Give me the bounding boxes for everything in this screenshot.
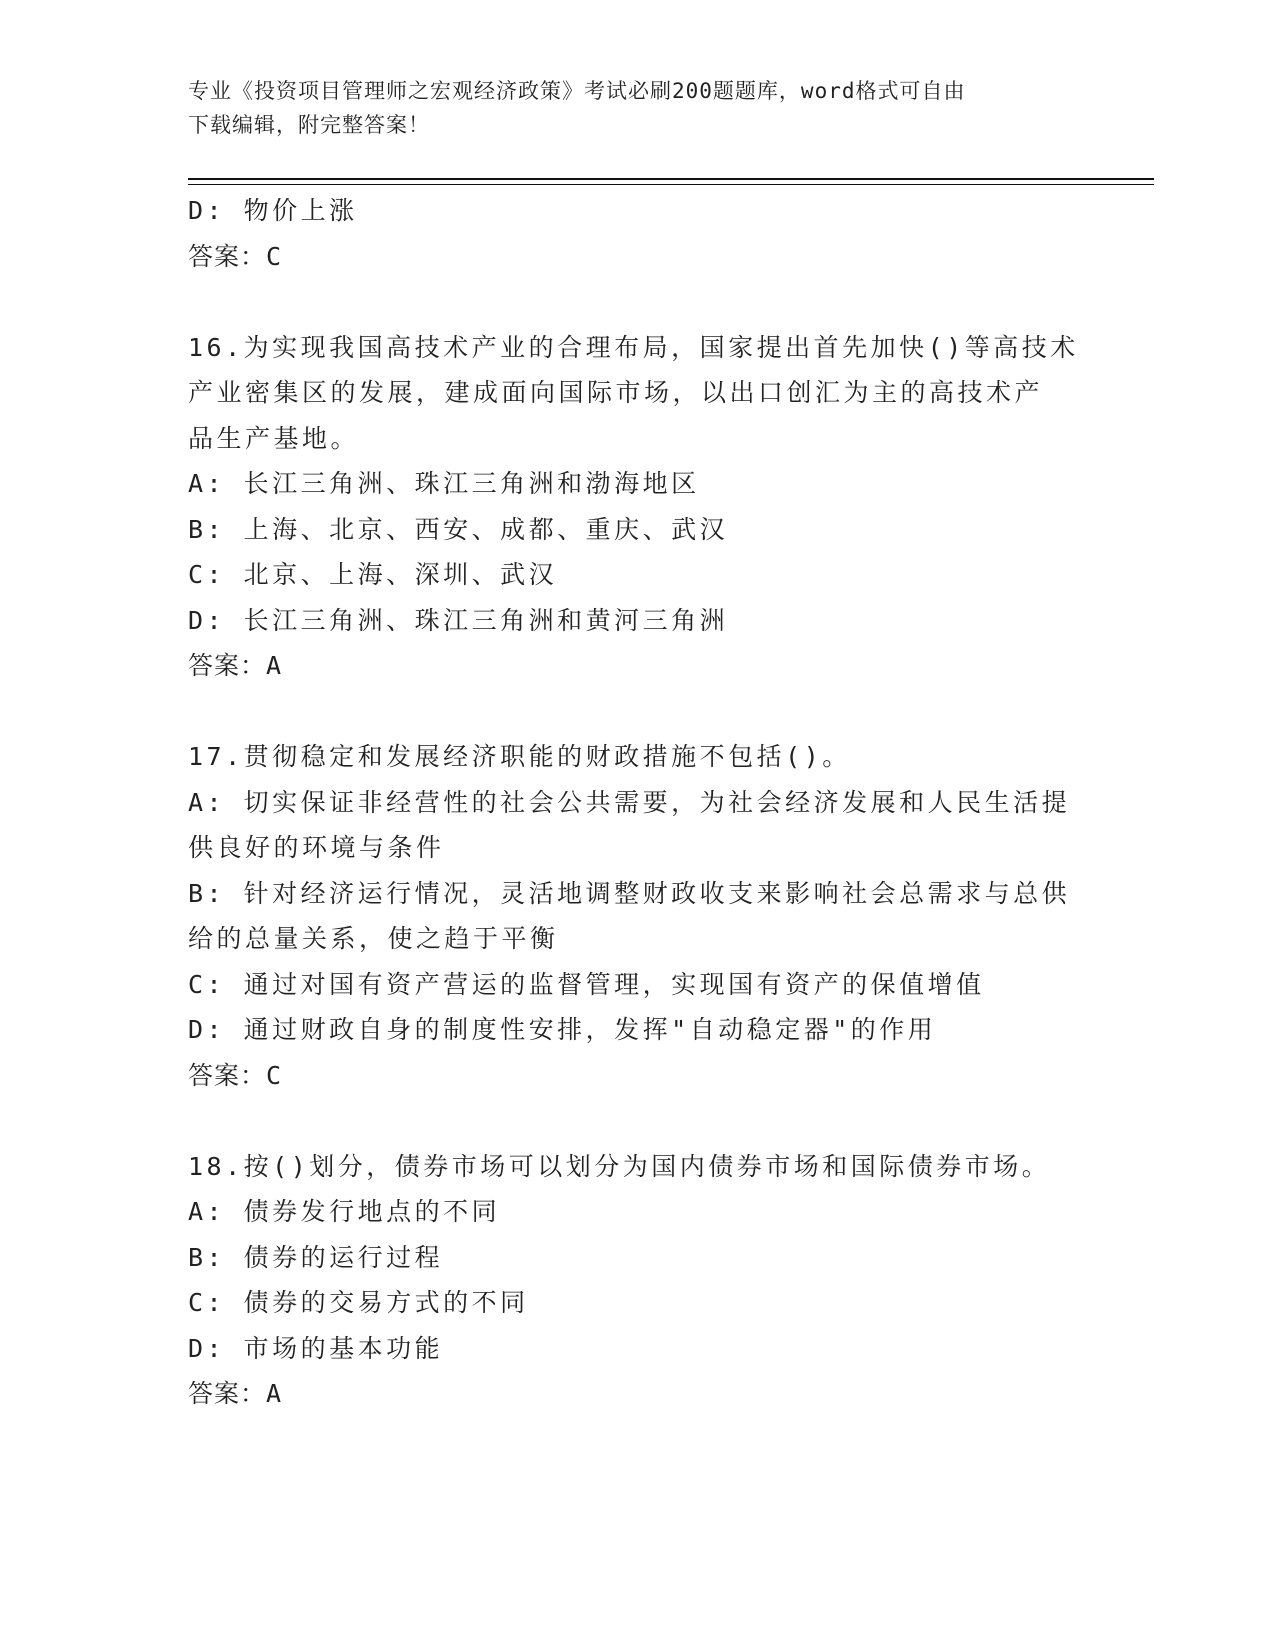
option-c: C: 北京、上海、深圳、武汉 [188,560,558,589]
option-c: C: 通过对国有资产营运的监督管理，实现国有资产的保值增值 [188,969,985,999]
option-d: D: 市场的基本功能 [188,1333,444,1363]
prev-answer: 答案：C [188,241,283,271]
answer: 答案：A [188,651,283,680]
spacer [188,279,1088,325]
spacer [188,689,1088,735]
option-c: C: 债券的交易方式的不同 [188,1288,529,1317]
question-16 [188,325,1088,689]
question-stem-line: 18.按()划分，债券市场可以划分为国内债券市场和国际债券市场。 [188,1151,1051,1181]
page-header [188,74,1088,142]
option-b-continued: 给的总量关系，使之趋于平衡 [188,924,559,953]
header-line-2: 下载编辑，附完整答案！ [188,113,430,137]
question-stem-line: 16.为实现我国高技术产业的合理布局，国家提出首先加快()等高技术 [188,332,1079,362]
option-b: B: 针对经济运行情况，灵活地调整财政收支来影响社会总需求与总供 [188,878,1071,908]
option-b: B: 债券的运行过程 [188,1242,444,1272]
question-18 [188,1144,1088,1417]
option-b: B: 上海、北京、西安、成都、重庆、武汉 [188,514,729,544]
option-a-continued: 供良好的环境与条件 [188,833,445,862]
header-line-1: 专业《投资项目管理师之宏观经济政策》考试必刷200题题库，word格式可自由 [188,79,966,103]
option-a: A: 长江三角洲、珠江三角洲和渤海地区 [188,469,700,498]
answer: 答案：C [188,1060,283,1090]
prev-option-d: D: 物价上涨 [188,196,358,225]
answer: 答案：A [188,1379,283,1408]
question-17 [188,734,1088,1098]
question-stem-line: 17.贯彻稳定和发展经济职能的财政措施不包括()。 [188,742,851,771]
option-d: D: 通过财政自身的制度性安排，发挥"自动稳定器"的作用 [188,1015,937,1044]
header-rule-thick [188,178,1154,180]
document-body [188,188,1088,1417]
spacer [188,1098,1088,1144]
option-a: A: 债券发行地点的不同 [188,1197,501,1226]
question-stem-line: 品生产基地。 [188,423,360,453]
header-rule-thin [188,184,1154,185]
question-stem-line: 产业密集区的发展，建成面向国际市场，以出口创汇为主的高技术产 [188,378,1044,407]
option-a: A: 切实保证非经营性的社会公共需要，为社会经济发展和人民生活提 [188,787,1071,817]
option-d: D: 长江三角洲、珠江三角洲和黄河三角洲 [188,605,729,635]
